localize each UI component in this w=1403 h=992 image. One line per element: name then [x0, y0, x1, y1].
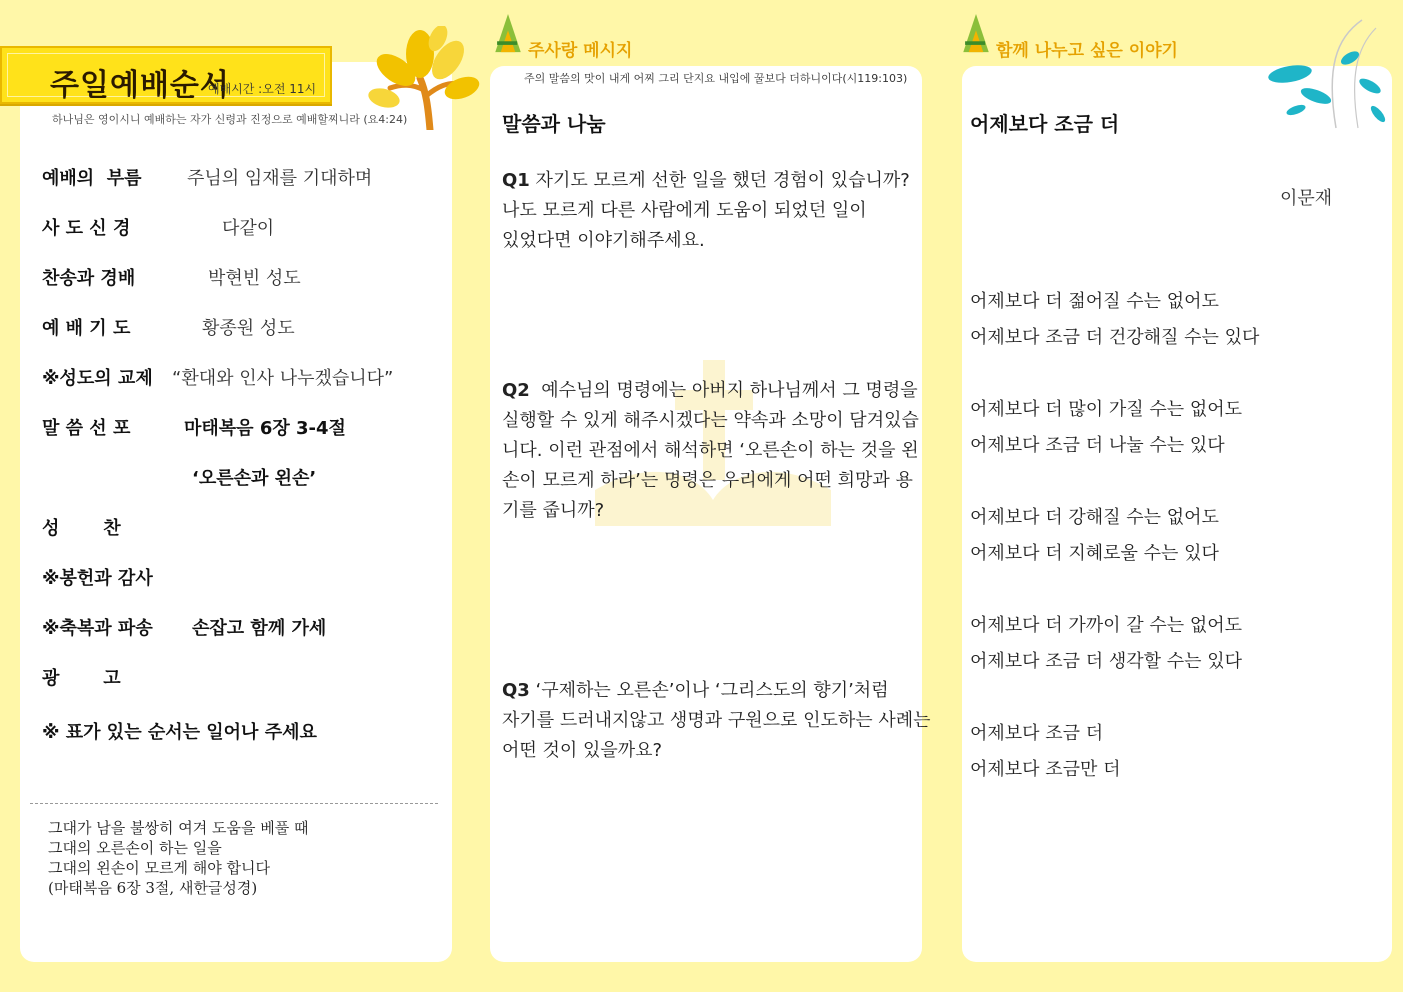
flourish-icon	[1266, 18, 1394, 130]
order-label: 예 배 기 도	[42, 318, 131, 339]
poem-line: 어제보다 조금 더 생각할 수는 있다	[970, 651, 1243, 672]
scripture-quote: 그대가 남을 불쌍히 여겨 도움을 베풀 때 그대의 오른손이 하는 일을 그대의 왼손이 모르게 해야 합니다 (마태복음 6장 3절, 새한글성경)	[48, 819, 309, 897]
poem-line: 어제보다 더 젊어질 수는 없어도	[970, 291, 1219, 312]
section-header: 함께 나누고 싶은 이야기	[996, 41, 1178, 61]
section-triangle-icon	[492, 14, 524, 54]
order-value: 황종원 성도	[202, 318, 295, 339]
order-label: ※축복과 파송	[42, 618, 153, 639]
order-label: 말 씀 선 포	[42, 418, 131, 439]
order-label: 광 고	[42, 668, 121, 689]
order-label: 성 찬	[42, 518, 121, 539]
order-value: 주님의 임재를 기대하며	[187, 168, 373, 189]
poem-line: 어제보다 더 가까이 갈 수는 없어도	[970, 615, 1243, 636]
order-label: 사 도 신 경	[42, 218, 131, 239]
poem-line: 어제보다 더 많이 가질 수는 없어도	[970, 399, 1243, 420]
poem-line: 어제보다 더 강해질 수는 없어도	[970, 507, 1219, 528]
order-value: 손잡고 함께 가세	[192, 618, 327, 639]
poem-line: 어제보다 조금 더	[970, 723, 1104, 744]
order-value: 박현빈 성도	[208, 268, 301, 289]
order-label: ※성도의 교제	[42, 368, 153, 389]
poem-line: 어제보다 조금만 더	[970, 759, 1121, 780]
question-number: Q3	[502, 680, 530, 701]
section-header: 주사랑 메시지	[528, 41, 633, 61]
divider	[30, 803, 438, 804]
question-number: Q1	[502, 170, 530, 191]
order-value: 다같이	[222, 218, 275, 239]
message-verse: 주의 말씀의 맛이 내게 어찌 그리 단지요 내입에 꿀보다 더하니이다(시119:103)	[524, 72, 908, 85]
worship-verse: 하나님은 영이시니 예배하는 자가 신령과 진정으로 예배할찌니라 (요4:24)	[52, 113, 408, 126]
section-triangle-icon	[960, 14, 992, 54]
order-value: ‘오른손과 왼손’	[192, 468, 317, 489]
order-label: 예배의 부름	[42, 168, 142, 189]
page-title: 주일예배순서	[50, 68, 230, 103]
question-3: Q3 ‘구제하는 오른손’이나 ‘그리스도의 향기’처럼 자기를 드러내지않고 생명과 구원으로 인도하는 사례는 어떤 것이 있을까요?	[502, 680, 931, 761]
order-label: ※봉헌과 감사	[42, 568, 153, 589]
service-time: 예배시간 :오전 11시	[208, 82, 317, 96]
story-title: 어제보다 조금 더	[970, 112, 1120, 136]
question-number: Q2	[502, 380, 530, 401]
poem-line: 어제보다 더 지혜로울 수는 있다	[970, 543, 1219, 564]
order-label: 찬송과 경배	[42, 268, 136, 289]
poem-line: 어제보다 조금 더 건강해질 수는 있다	[970, 327, 1260, 348]
poem-line: 어제보다 조금 더 나눌 수는 있다	[970, 435, 1225, 456]
message-title: 말씀과 나눔	[502, 112, 606, 136]
author: 이문재	[1280, 188, 1333, 209]
order-value: “환대와 인사 나누겠습니다”	[172, 368, 394, 389]
question-1: Q1 자기도 모르게 선한 일을 했던 경험이 있습니까? 나도 모르게 다른 사람에게 도움이 되었던 일이 있었다면 이야기해주세요.	[502, 170, 910, 251]
question-2: Q2 예수님의 명령에는 아버지 하나님께서 그 명령을 실행할 수 있게 해주시겠다는 약속과 소망이 담겨있습 니다. 이런 관점에서 해석하면 ‘오른손이 하는 것을 왼 손이 모르게 하라’는 명령은 우리에게 어떤 희망과 용 기를 줍니까?	[502, 380, 919, 521]
order-value: 마태복음 6장 3-4절	[184, 418, 346, 439]
